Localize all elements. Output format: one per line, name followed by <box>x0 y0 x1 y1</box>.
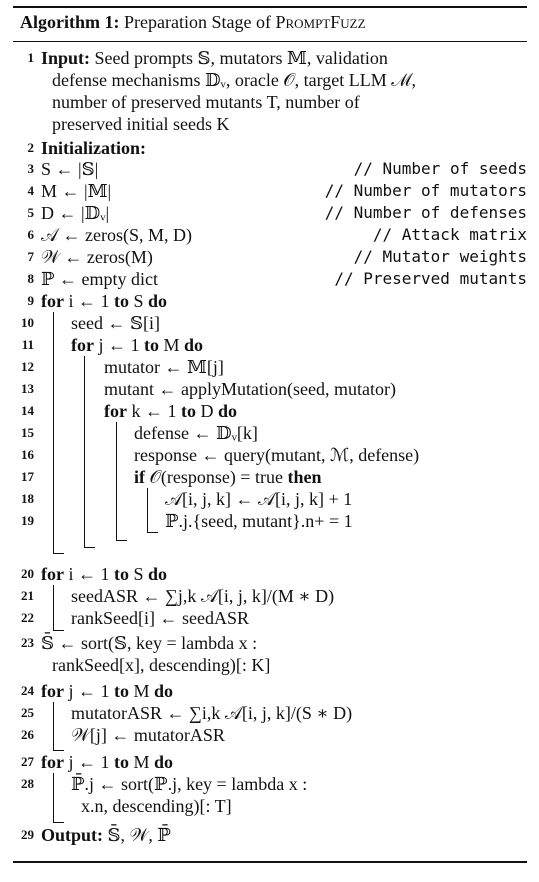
line-number: 23 <box>21 635 34 650</box>
line-comment: // Preserved mutants <box>334 269 527 288</box>
block-bar <box>53 702 54 750</box>
line-kw3: do <box>217 401 237 421</box>
line-text <box>41 158 98 180</box>
line-number: 9 <box>27 293 34 308</box>
line-text2: S <box>129 564 149 584</box>
line-text <box>104 400 237 422</box>
line-kw3: do <box>148 564 168 584</box>
line-text <box>52 654 270 676</box>
line-number: 3 <box>27 161 34 176</box>
line-text: defense mechanisms 𝔻ᵥ, oracle 𝒪, target LLM ℳ, <box>52 70 416 90</box>
block-bar <box>53 585 54 630</box>
line-number: 14 <box>21 403 34 418</box>
line-text2: S <box>129 291 149 311</box>
line-text: preserved initial seeds K <box>52 114 230 134</box>
line-text <box>71 724 225 746</box>
line-text <box>71 773 307 795</box>
line-kw2: to <box>180 401 196 421</box>
block-bar <box>53 312 54 553</box>
block-bar <box>147 488 148 532</box>
line-text: j ← 1 <box>63 752 114 772</box>
line-text <box>134 444 419 466</box>
line-number: 19 <box>21 513 34 528</box>
line-kw3: do <box>154 752 174 772</box>
line-text <box>41 47 388 69</box>
line-number: 6 <box>27 227 34 242</box>
line-number: 2 <box>27 140 34 155</box>
line-text <box>41 824 171 846</box>
line-text: rankSeed[i] ← seedASR <box>71 608 249 628</box>
line-kw2: then <box>287 467 322 487</box>
line-number: 20 <box>21 566 34 581</box>
line-text: number of preserved mutants T, number of <box>52 92 360 112</box>
line-text: S ← |𝕊| <box>41 159 99 179</box>
line-text: defense ← 𝔻ᵥ[k] <box>134 423 258 443</box>
line-number: 17 <box>21 469 34 484</box>
block-end <box>116 540 127 541</box>
line-kw3: do <box>154 681 174 701</box>
line-number: 27 <box>21 754 34 769</box>
line-text: seedASR ← ∑j,k 𝒜[i, j, k]/(M ∗ D) <box>71 586 335 606</box>
line-kw2: to <box>114 564 129 584</box>
line-number: 5 <box>27 205 34 220</box>
line-comment: // Mutator weights <box>353 247 527 266</box>
line-comment: // Number of defenses <box>324 203 527 222</box>
line-kw: for <box>41 681 64 701</box>
line-text <box>165 488 352 510</box>
line-text <box>52 113 229 135</box>
line-kw: for <box>41 291 64 311</box>
block-bar <box>116 422 117 540</box>
line-text: ℙ.j.{seed, mutant}.n+ = 1 <box>165 511 353 531</box>
line-kw2: to <box>114 752 129 772</box>
line-text: j ← 1 <box>63 681 114 701</box>
line-text: 𝒜[i, j, k] ← 𝒜[i, j, k] + 1 <box>165 489 353 509</box>
caption-rule <box>13 41 527 42</box>
line-text <box>41 563 167 585</box>
line-text <box>41 751 173 773</box>
line-kw: for <box>41 564 64 584</box>
line-text <box>41 202 109 224</box>
line-text <box>71 702 352 724</box>
caption-title: Preparation Stage of <box>123 12 276 32</box>
line-text: k ← 1 <box>126 401 181 421</box>
line-kw2: to <box>144 335 159 355</box>
bottom-rule <box>13 861 527 863</box>
line-text <box>52 91 360 113</box>
line-number: 21 <box>21 588 34 603</box>
line-kw: for <box>41 752 64 772</box>
line-text: 𝒲 ← zeros(M) <box>41 247 153 267</box>
line-text <box>134 466 321 488</box>
block-end <box>84 547 95 548</box>
line-text2: D <box>195 401 218 421</box>
line-number: 13 <box>21 381 34 396</box>
line-text <box>41 246 153 268</box>
line-text <box>71 607 249 629</box>
line-text <box>41 137 146 159</box>
line-comment: // Attack matrix <box>372 225 527 244</box>
line-text: 𝒜 ← zeros(S, M, D) <box>41 225 193 245</box>
block-end <box>53 630 64 631</box>
line-text: Seed prompts 𝕊, mutators 𝕄, validation <box>90 48 388 68</box>
block-end <box>147 532 158 533</box>
line-text2: M <box>129 681 155 701</box>
line-text <box>71 312 160 334</box>
line-text: M ← |𝕄| <box>41 181 112 201</box>
line-text <box>104 378 396 400</box>
line-number: 18 <box>21 491 34 506</box>
line-text <box>41 680 173 702</box>
block-bar <box>84 356 85 547</box>
line-text2: M <box>159 335 185 355</box>
line-text: rankSeed[x], descending)[: K] <box>52 655 271 675</box>
line-kw: for <box>104 401 127 421</box>
line-text: ℙ ← empty dict <box>41 269 159 289</box>
line-text: mutatorASR ← ∑i,k 𝒜[i, j, k]/(S ∗ D) <box>71 703 353 723</box>
line-text: mutator ← 𝕄[j] <box>104 357 224 377</box>
line-number: 29 <box>21 827 34 842</box>
line-kw2: to <box>114 291 129 311</box>
line-text: response ← query(mutant, ℳ, defense) <box>134 445 420 465</box>
line-text: 𝕊̄, 𝒲, ℙ̄ <box>103 825 171 845</box>
line-kw: Initialization: <box>41 138 147 158</box>
caption-name: PromptFuzz <box>275 12 366 32</box>
line-number: 16 <box>21 447 34 462</box>
line-number: 8 <box>27 271 34 286</box>
line-text: 𝒪(response) = true <box>145 467 288 487</box>
line-text <box>41 180 111 202</box>
line-number: 28 <box>21 776 34 791</box>
line-number: 24 <box>21 683 34 698</box>
line-text: 𝕊̄ ← sort(𝕊, key = lambda x : <box>41 633 258 653</box>
block-end <box>53 750 64 751</box>
line-text <box>71 334 203 356</box>
line-text: mutant ← applyMutation(seed, mutator) <box>104 379 396 399</box>
line-text: i ← 1 <box>63 291 114 311</box>
line-text <box>41 268 158 290</box>
block-end <box>53 553 64 554</box>
line-text <box>71 585 334 607</box>
line-kw: Input: <box>41 48 91 68</box>
line-text <box>41 290 167 312</box>
line-text <box>41 632 257 654</box>
line-text <box>52 69 416 91</box>
line-text2: M <box>129 752 155 772</box>
line-text: i ← 1 <box>63 564 114 584</box>
line-number: 7 <box>27 249 34 264</box>
line-text: 𝒲[j] ← mutatorASR <box>71 725 225 745</box>
line-number: 15 <box>21 425 34 440</box>
block-bar <box>53 773 54 822</box>
line-text <box>41 224 192 246</box>
line-number: 26 <box>21 727 34 742</box>
line-text <box>104 356 224 378</box>
line-comment: // Number of mutators <box>324 181 527 200</box>
line-kw2: to <box>114 681 129 701</box>
line-number: 4 <box>27 183 34 198</box>
line-kw3: do <box>184 335 204 355</box>
line-text <box>134 422 258 444</box>
line-number: 12 <box>21 359 34 374</box>
line-comment: // Number of seeds <box>353 159 527 178</box>
line-text: j ← 1 <box>93 335 144 355</box>
line-number: 1 <box>27 50 34 65</box>
line-text: seed ← 𝕊[i] <box>71 313 160 333</box>
caption-label: Algorithm 1: <box>20 12 120 32</box>
line-number: 11 <box>21 337 34 352</box>
line-kw: if <box>134 467 145 487</box>
line-text <box>165 510 353 532</box>
line-text: ℙ̄.j ← sort(ℙ.j, key = lambda x : <box>71 774 308 794</box>
line-number: 25 <box>21 705 34 720</box>
line-number: 22 <box>21 610 34 625</box>
line-text: D ← |𝔻ᵥ| <box>41 203 110 223</box>
line-kw: for <box>71 335 94 355</box>
block-end <box>53 822 64 823</box>
line-kw: Output: <box>41 825 104 845</box>
line-number: 10 <box>21 315 34 330</box>
top-rule <box>13 6 527 8</box>
line-text <box>81 795 232 817</box>
line-text: x.n, descending)[: T] <box>81 796 232 816</box>
algorithm-caption <box>20 12 366 33</box>
line-kw3: do <box>148 291 168 311</box>
